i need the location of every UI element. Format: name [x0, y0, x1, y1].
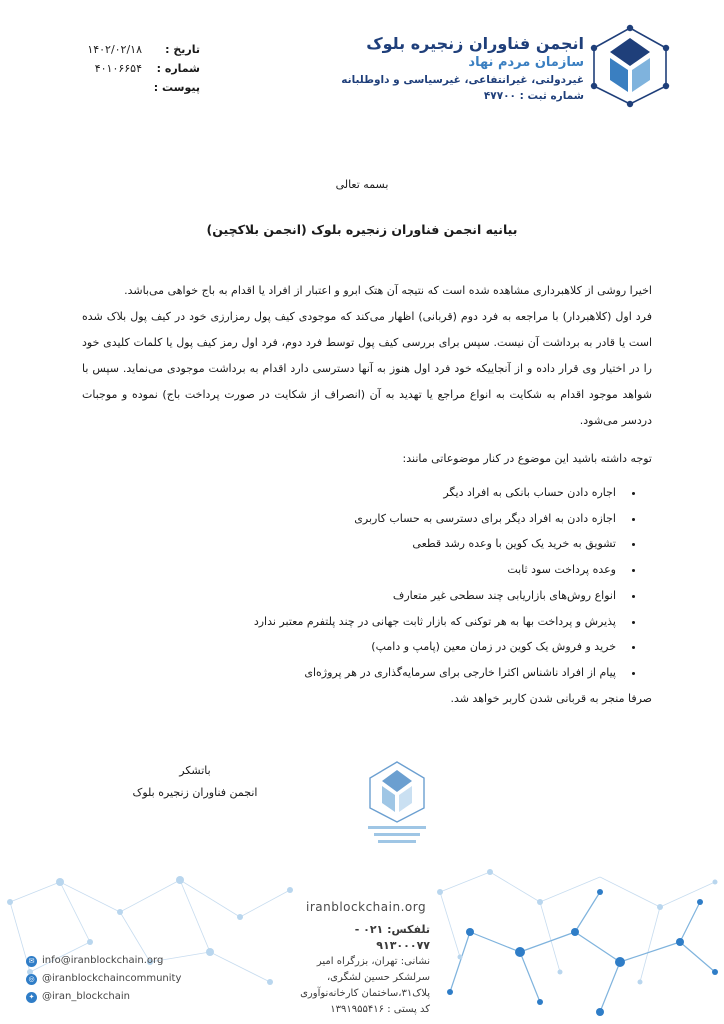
list-item: • تشویق به خرید یک کوین با وعده رشد قطعی: [82, 531, 622, 557]
twitter-row: [26, 988, 181, 1006]
letter-meta: [60, 40, 200, 97]
list-item: • خرید و فروش یک کوین در زمان معین (پامپ و دامپ): [82, 634, 622, 660]
org-logo-icon: [588, 24, 672, 108]
org-subtitle: سازمان مردم نهاد: [468, 55, 584, 70]
org-registration: شماره ثبت : ۴۷۷۰۰: [483, 90, 584, 102]
org-header: [314, 34, 584, 104]
topics-list: [82, 480, 648, 686]
date-row: [60, 40, 200, 59]
postal-code: کد پستی : ۱۳۹۱۹۵۵۴۱۶: [330, 1004, 430, 1015]
list-item: • انواع روش‌های بازاریابی چند سطحی غیر متعارف: [82, 583, 622, 609]
instagram-link[interactable]: @iranblockchaincommunity: [42, 973, 182, 984]
signature-text: انجمن فناوران زنجیره بلوک: [132, 786, 258, 799]
instagram-icon: ◎: [26, 974, 37, 985]
thanks-text: باتشکر: [179, 764, 211, 777]
phone-text: تلفکس: ۰۲۱ - ۹۱۳۰۰۰۷۷: [354, 923, 430, 952]
org-stamp-icon: [354, 756, 440, 852]
contact-list: [26, 952, 181, 1006]
attachment-row: [60, 78, 200, 97]
email-icon: ✉: [26, 956, 37, 967]
address-block: [300, 922, 430, 1018]
number-row: [60, 59, 200, 78]
date-label: تاریخ :: [165, 43, 200, 56]
paragraph-2: فرد اول (کلاهبردار) با مراجعه به فرد دوم (قربانی) اظهار می‌کند که موجودی کیف پول رمزارزی خود در کیف پول بلاک شده است یا قادر به برداشت آن نیست. سپس برای بررسی کیف پول توسط فرد دوم، فرد اول رمز کیف پول یا کلمات کلیدی خود را در اختیار وی قرار داده و از آنجاییکه خود فرد اول هنوز به آنها دسترسی دارد اقدام به برداشت موجودی می‌نماید. سپس با شواهد موجود اقدام به شکایت به انواع مراجع یا تهدید به آن (انصراف از شکایت در صورت پرداخت باج) نموده و موجبات دردسر می‌شود.: [82, 310, 652, 427]
list-item: • وعده پرداخت سود ثابت: [82, 557, 622, 583]
list-item: • اجاره دادن حساب بانکی به افراد دیگر: [82, 480, 622, 506]
list-item: • پیام از افراد ناشناس اکثرا خارجی برای سرمایه‌گذاری در هر پروژه‌ای: [82, 660, 622, 686]
paragraph-1: اخیرا روشی از کلاهبرداری مشاهده شده است که نتیجه آن هتک ابرو و اعتبار از افراد یا اقدام به باج خواهی می‌باشد.: [124, 284, 652, 297]
org-description: غیردولتی، غیرانتفاعی، غیرسیاسی و داوطلبانه: [341, 74, 584, 86]
paragraph-3: توجه داشته باشید این موضوع در کنار موضوعاتی مانند:: [402, 452, 652, 465]
org-name: انجمن فناوران زنجیره بلوک: [366, 34, 584, 53]
website-link[interactable]: iranblockchain.org: [306, 900, 427, 914]
email-link[interactable]: info@iranblockchain.org: [42, 955, 164, 966]
closing-line: صرفا منجر به قربانی شدن کاربر خواهد شد.: [450, 692, 652, 705]
list-item: • اجازه دادن به افراد دیگر برای دسترسی به حساب کاربری: [82, 506, 622, 532]
date-value: ۱۴۰۲/۰۲/۱۸: [87, 43, 142, 56]
twitter-link[interactable]: @iran_blockchain: [42, 991, 130, 1002]
address-line: سرلشکر حسین لشگری،: [326, 972, 430, 983]
basmala: بسمه تعالی: [335, 178, 389, 191]
address-line: نشانی: تهران، بزرگراه امیر: [316, 956, 430, 967]
twitter-icon: ✦: [26, 992, 37, 1003]
number-label: شماره :: [156, 62, 200, 75]
address-line: پلاک۳۱،ساختمان کارخانه‌نوآوری: [300, 988, 430, 999]
statement-title: بیانیه انجمن فناوران زنجیره بلوک (انجمن بلاکچین): [206, 222, 518, 237]
number-value: ۴۰۱۰۶۶۵۴: [94, 62, 142, 75]
attachment-label: پیوست :: [153, 81, 200, 94]
email-row: [26, 952, 181, 970]
list-item: • پذیرش و پرداخت بها به هر توکنی که بازار ثابت جهانی در چند پلتفرم معتبر ندارد: [82, 609, 622, 635]
instagram-row: [26, 970, 181, 988]
signature-block: [110, 760, 280, 804]
